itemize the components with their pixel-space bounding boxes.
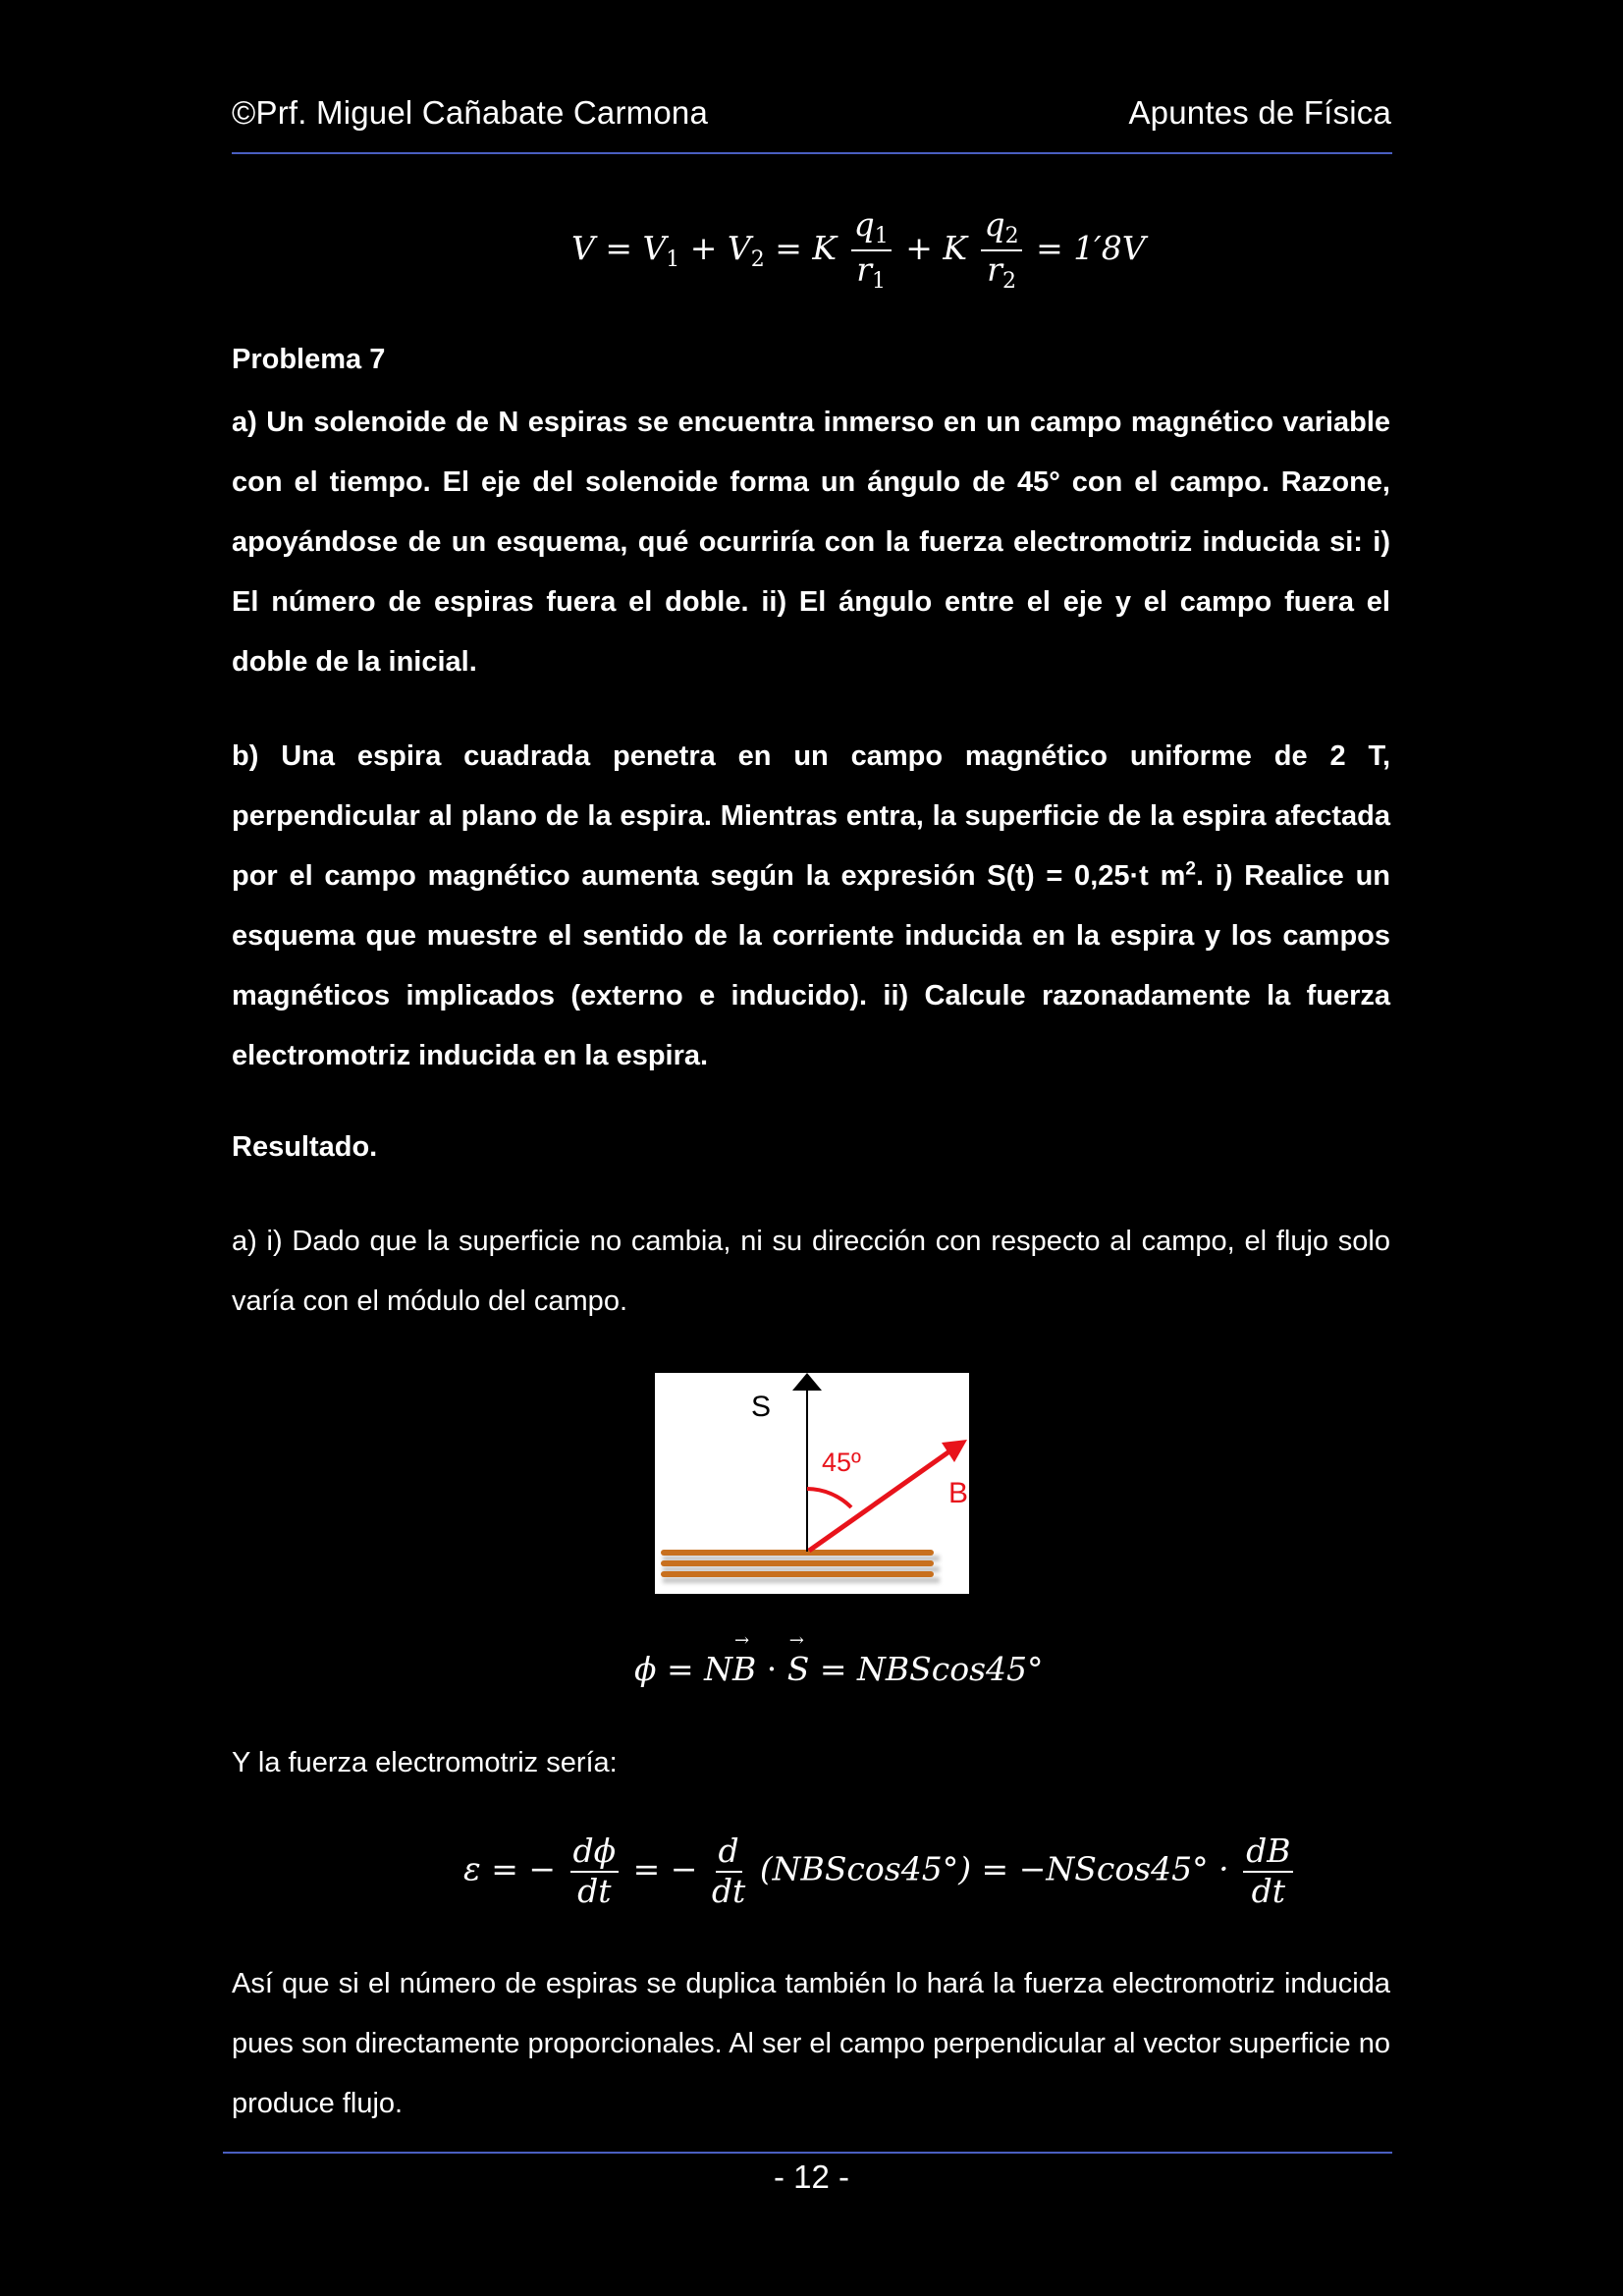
angle-arc	[807, 1489, 851, 1507]
header-title: Apuntes de Física	[1128, 94, 1391, 131]
coil-wires	[661, 1550, 934, 1577]
fraction-d-dt: $\frac{d}{dt}$	[711, 1831, 746, 1910]
page-number: - 12 -	[773, 2159, 850, 2195]
fraction-q1-r1: $\frac{q_1}{r_1}$	[851, 208, 892, 293]
fraction-db-dt: $\frac{dB}{dt}$	[1243, 1834, 1293, 1908]
equation-flux: ϕ = N→ B · → S = NBScos45°	[634, 1650, 1044, 1688]
equation-emf: ε = − $\frac{d\phi}{dt}$ = − $\frac{d}{dt}$ (NBScos45°) = −NScos45° · $\frac{dB}{dt}$	[463, 1834, 1297, 1908]
problem-heading: Problema 7	[232, 344, 386, 375]
header-author: ©Prf. Miguel Cañabate Carmona	[232, 94, 709, 131]
result-paragraph-2: Y la fuerza electromotriz sería:	[232, 1747, 618, 1778]
label-s: S	[751, 1391, 772, 1423]
equation-potential: $V = V_1 + V_2 = K$ $\frac{q_1}{r_1}$ + K $\frac{q_2}{r_2}$ = 1′8V	[571, 205, 1146, 295]
header-rule	[232, 152, 1392, 154]
fraction-dphi-dt: $\frac{d\phi}{dt}$	[570, 1834, 620, 1908]
result-paragraph-1: a) i) Dado que la superficie no cambia, ni su dirección con respecto al campo, el flujo solo varía con el módulo del campo.	[232, 1226, 1390, 1317]
vector-s-arrowhead	[792, 1373, 822, 1391]
problem-part-b: b) Una espira cuadrada penetra en un campo magnético uniforme de 2 T, perpendicular al plano de la espira. Mientras entra, la superficie de la espira afectada por el campo magnético aumenta según la expresión S(t) = 0,25·t $m^2$. i) Realice un esquema que muestre el sentido de la corriente inducida en la espira y los campos magnéticos implicados (externo e inducido). ii) Calcule razonadamente la fuerza electromotriz inducida en la espira.	[232, 740, 1390, 1071]
page-header	[232, 94, 1391, 132]
angle-diagram-svg	[655, 1373, 969, 1594]
label-b: B	[948, 1477, 969, 1509]
angle-label: 45º	[822, 1448, 861, 1477]
footer-rule	[223, 2152, 1392, 2154]
result-paragraph-3: Así que si el número de espiras se duplica también lo hará la fuerza electromotriz inducida pues son directamente proporcionales. Al ser el campo perpendicular al vector superficie no produce flujo.	[232, 1968, 1390, 2119]
problem-part-a: a) Un solenoide de N espiras se encuentra inmerso en un campo magnético variable con el tiempo. El eje del solenoide forma un ángulo de 45° con el campo. Razone, apoyándose de un esquema, qué ocurriría con la fuerza electromotriz inducida si: i) El número de espiras fuera el doble. ii) El ángulo entre el eje y el campo fuera el doble de la inicial.	[232, 407, 1390, 678]
vector-b-arrowhead	[942, 1440, 967, 1462]
result-heading: Resultado.	[232, 1131, 378, 1163]
fraction-q2-r2: $\frac{q_2}{r_2}$	[981, 208, 1021, 293]
angle-diagram	[655, 1373, 969, 1594]
